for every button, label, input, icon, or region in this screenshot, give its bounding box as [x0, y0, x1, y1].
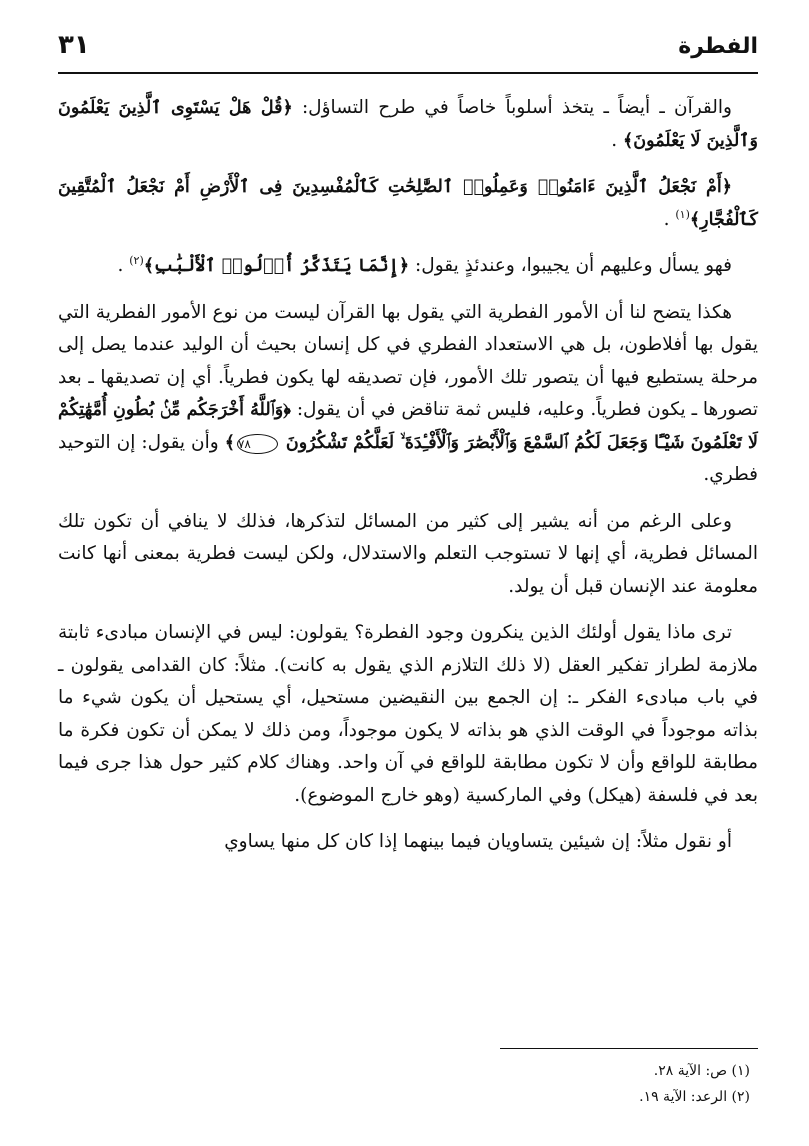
quran-verse: ﴿وَٱللَّهُ أَخْرَجَكُم مِّنۢ بُطُونِ أُمَّهَٰتِكُمْ لَا تَعْلَمُونَ شَيْـًٔا وَجَعَلَ لَكُمُ ٱلسَّمْعَ وَٱلْأَبْصَٰرَ وَٱلْأَفْـِٔدَةَ ۙ لَعَلَّكُمْ تَشْكُرُونَ: [58, 400, 758, 453]
paragraph: [58, 506, 758, 604]
quran-verse: ﴿أَمْ نَجْعَلُ ٱلَّذِينَ ءَامَنُوا۟ وَعَمِلُوا۟ ٱلصَّٰلِحَٰتِ كَٱلْمُفْسِدِينَ فِى ٱلْأَرْضِ أَمْ نَجْعَلُ ٱلْمُتَّقِينَ كَٱلْفُجَّارِ﴾: [58, 177, 758, 230]
quran-verse-close: ﴾: [224, 432, 235, 453]
paragraph-text: ترى ماذا يقول أولئك الذين ينكرون وجود الفطرة؟ يقولون: ليس في الإنسان مبادىء ثابتة ملازمة لطراز تفكير العقل (لا ذلك التلازم الذي يقول به كانت). مثلاً: كان القدامى يقولون ـ في باب مبادىء الفكر ـ: إن الجمع بين النقيضين مستحيل، أي يستحيل أن يكون شيء ما بذاته موجوداً في الوقت الذي هو بذاته لا يكون موجوداً، ومن ذلك لا يمكن أن تكون فكرة ما مطابقة للواقع وأن لا تكون مطابقة للواقع في آن واحد. وهناك كلام كثير حول هذا جرى فيما بعد في فلسفة (هيكل) وفي الماركسية (وهو خارج الموضوع).: [58, 622, 758, 806]
paragraph: [58, 92, 758, 157]
paragraph-text: .: [117, 255, 130, 276]
book-page: [58, 22, 758, 1122]
paragraph: [58, 826, 758, 859]
paragraph-text: أو نقول مثلاً: إن شيئين يتساويان فيما بينهما إذا كان كل منها يساوي: [224, 831, 732, 852]
quran-verse: ﴿إِنَّمَا يَتَذَكَّرُ أُو۟لُوا۟ ٱلْأَلْبَٰبِ﴾: [143, 256, 410, 276]
footnote: (١) ص: الآية ٢٨.: [653, 1063, 750, 1079]
paragraph: [58, 171, 758, 236]
ayah-number: ٧٨: [237, 434, 278, 454]
page-number: ٣١: [58, 30, 90, 60]
paragraph-text: والقرآن ـ أيضاً ـ يتخذ أسلوباً خاصاً في طرح التساؤل:: [292, 97, 732, 118]
paragraph-text: وأن يقول: إن التوحيد فطري.: [58, 431, 758, 485]
footnotes: [58, 1058, 750, 1110]
footnote-ref: (٢): [129, 253, 144, 267]
footnote: (٢) الرعد: الآية ١٩.: [639, 1089, 750, 1105]
paragraph-text: .: [663, 208, 676, 230]
body-text: [58, 92, 758, 873]
paragraph: [58, 617, 758, 812]
paragraph-text: هكذا يتضح لنا أن الأمور الفطرية التي يقول بها القرآن ليست من نوع الأمور الفطرية التي يقول بها أفلاطون، بل هي الاستعداد الفطري في كل إنسان بحيث أن الوليد عندما يصل إلى مرحلة يستطيع فيها أن يتصور تلك الأمور، فإن تصديقه لها يكون فطرياً. أي إن تصديقها ـ بعد تصورها ـ يكون فطرياً. وعليه، فليس ثمة تناقض في أن يقول:: [58, 301, 758, 420]
footnote-ref: (١): [675, 207, 690, 221]
paragraph: [58, 250, 758, 283]
paragraph-text: .: [611, 129, 624, 151]
quran-verse: ﴿قُلْ هَلْ يَسْتَوِى ٱلَّذِينَ يَعْلَمُونَ وَٱلَّذِينَ لَا يَعْلَمُونَ﴾: [58, 98, 758, 151]
page-header: [58, 28, 758, 64]
paragraph-text: فهو يسأل وعليهم أن يجيبوا، وعندئذٍ يقول:: [409, 255, 732, 276]
footnote-rule: [500, 1048, 758, 1049]
paragraph: [58, 297, 758, 492]
paragraph-text: وعلى الرغم من أنه يشير إلى كثير من المسائل لتذكرها، فذلك لا ينافي أن تكون تلك المسائل فطرية، أي إنها لا تستوجب التعلم والاستدلال، ولكن ليست فطرية بمعنى أنها كانت معلومة عند الإنسان قبل أن يولد.: [58, 510, 758, 597]
header-rule: [58, 72, 758, 74]
running-title: الفطرة: [678, 34, 758, 59]
